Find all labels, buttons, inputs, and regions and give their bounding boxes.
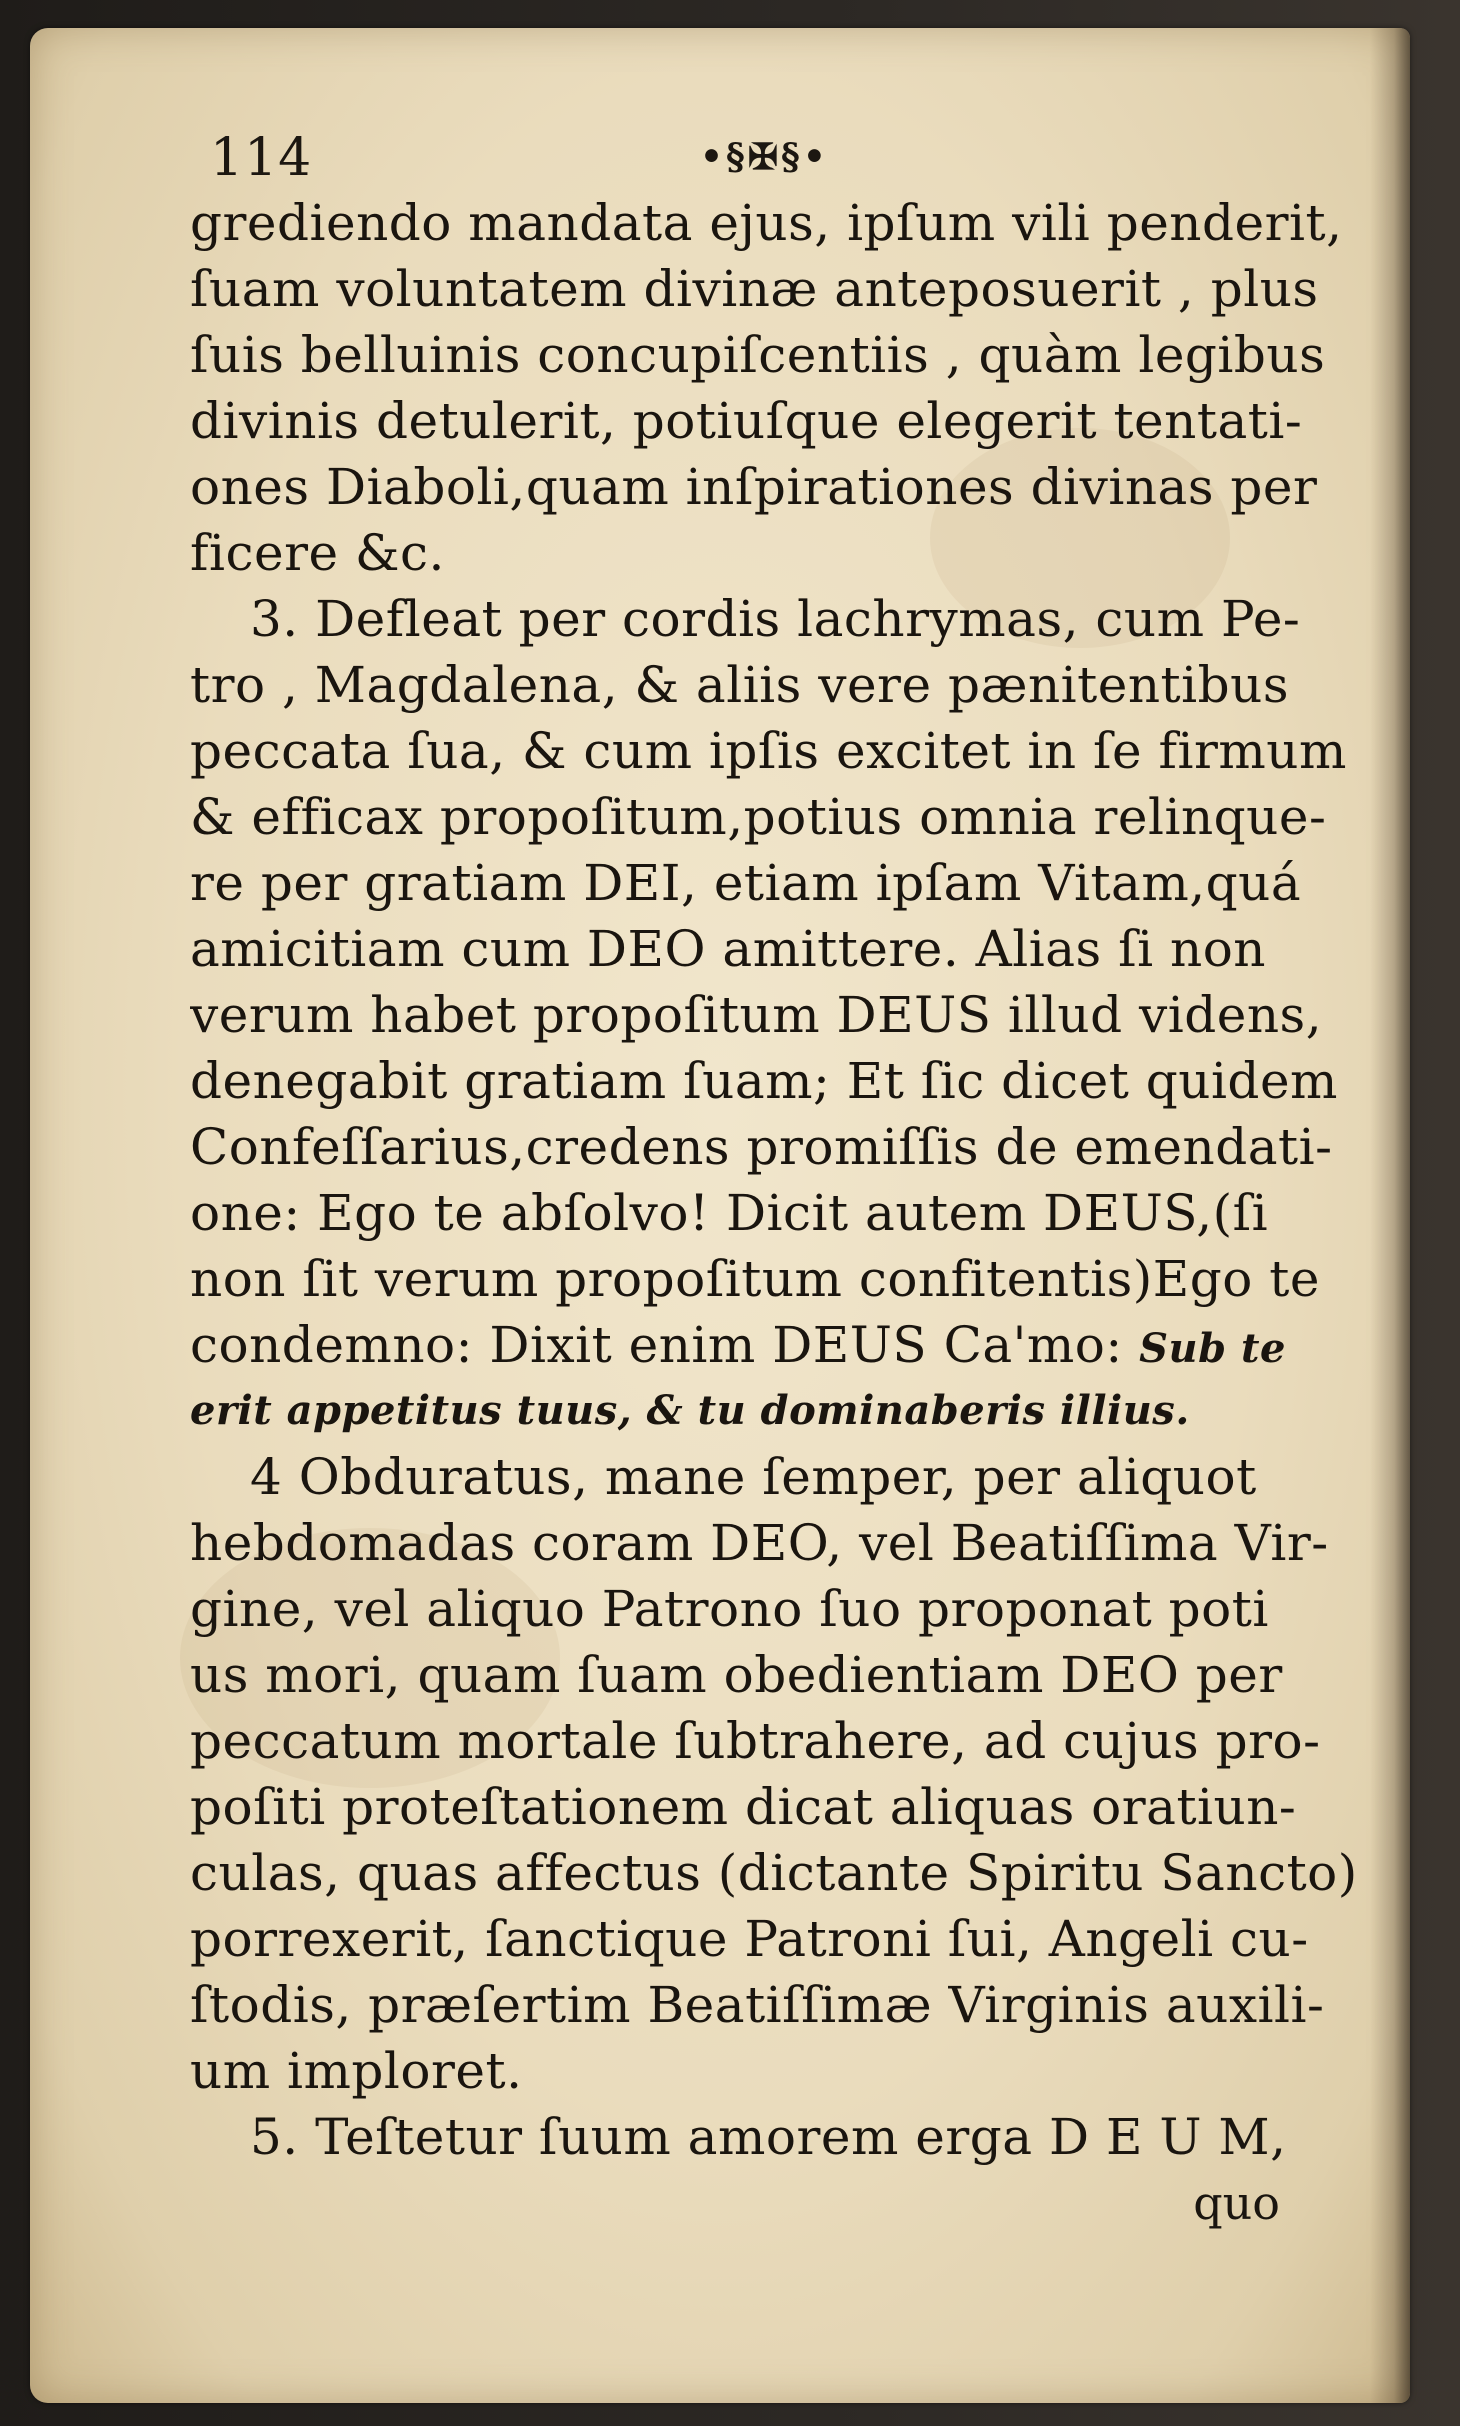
text-line: verum habet propoſitum DEUS illud videns, <box>190 986 1323 1044</box>
body-text <box>190 190 1360 2236</box>
text-line: divinis detulerit, potiuſque elegerit tentati- <box>190 392 1303 450</box>
scripture-quote: Sub te <box>1139 1325 1286 1372</box>
header-ornament-icon: •§✠§• <box>700 136 829 178</box>
paragraph-5-start: 5. Teſtetur ſuum amorem erga D E U M, <box>250 2108 1287 2166</box>
text-line: culas, quas affectus (dictante Spiritu Sancto) <box>190 1844 1358 1902</box>
text-line: ones Diaboli,quam inſpirationes divinas per <box>190 458 1318 516</box>
text-line: one: Ego te abſolvo! Dicit autem DEUS,(ſi <box>190 1184 1269 1242</box>
text-line: ficere &c. <box>190 524 445 582</box>
text-line: non ſit verum propoſitum confitentis)Ego te <box>190 1250 1320 1308</box>
text-line: ſuam voluntatem divinæ anteposuerit , plus <box>190 260 1319 318</box>
text-line: hebdomadas coram DEO, vel Beatiſſima Vir- <box>190 1514 1329 1572</box>
text-line: re per gratiam DEI, etiam ipſam Vitam,quá <box>190 854 1302 912</box>
scripture-quote-line: erit appetitus tuus, & tu dominaberis illius. <box>190 1387 1190 1434</box>
text-line: peccatum mortale ſubtrahere, ad cujus pro- <box>190 1712 1321 1770</box>
text-line: porrexerit, ſanctique Patroni ſui, Angeli cu- <box>190 1910 1309 1968</box>
text-line: tro , Magdalena, & aliis vere pænitentibus <box>190 656 1289 714</box>
text-line: amicitiam cum DEO amittere. Alias ſi non <box>190 920 1267 978</box>
text-line: us mori, quam ſuam obedientiam DEO per <box>190 1646 1283 1704</box>
text-line: denegabit gratiam ſuam; Et ſic dicet quidem <box>190 1052 1338 1110</box>
paragraph-3-start: 3. Defleat per cordis lachrymas, cum Pe- <box>250 590 1301 648</box>
text-line: gine, vel aliquo Patrono ſuo proponat poti <box>190 1580 1269 1638</box>
text-line: grediendo mandata ejus, ipſum vili penderit, <box>190 194 1343 252</box>
catchword: quo <box>1193 2176 1280 2230</box>
text-line: ſtodis, præſertim Beatiſſimæ Virginis auxili- <box>190 1976 1325 2034</box>
text-line: Confeſſarius,credens promiſſis de emendati- <box>190 1118 1333 1176</box>
text-line: poſiti proteſtationem dicat aliquas oratiun- <box>190 1778 1297 1836</box>
paragraph-4-start: 4 Obduratus, mane ſemper, per aliquot <box>250 1448 1257 1506</box>
text-line: um imploret. <box>190 2042 523 2100</box>
page-gutter-shadow <box>1370 28 1410 2403</box>
text-line: peccata ſua, & cum ipſis excitet in ſe firmum <box>190 722 1347 780</box>
text-line-start: condemno: Dixit enim DEUS Ca'mo: <box>190 1316 1123 1374</box>
text-line: ſuis belluinis concupiſcentiis , quàm legibus <box>190 326 1326 384</box>
page-number: 114 <box>210 128 313 188</box>
text-line: & efficax propoſitum,potius omnia relinque- <box>190 788 1327 846</box>
text-line <box>190 1312 1360 1378</box>
